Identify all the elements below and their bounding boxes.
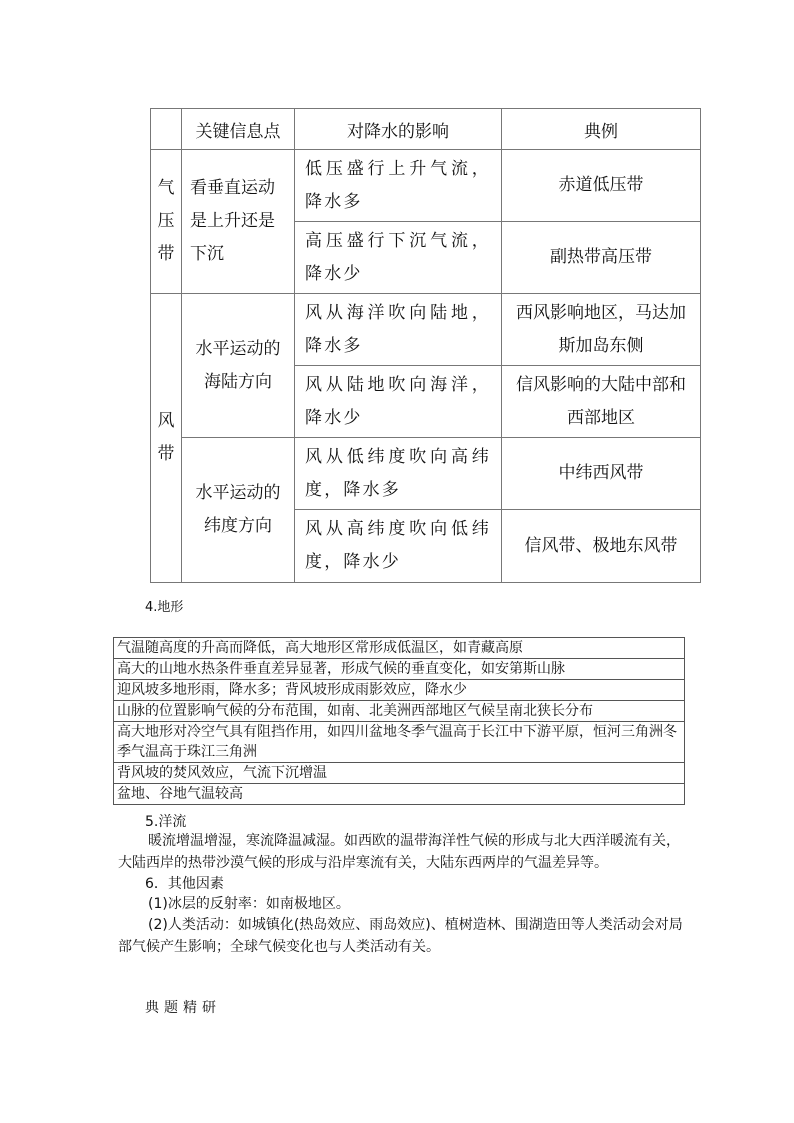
effect-cell: 风从高纬度吹向低纬度，降水少	[295, 510, 502, 583]
table-row	[114, 763, 685, 784]
header-blank	[151, 109, 182, 150]
effect-cell: 风从陆地吹向海洋，降水少	[295, 366, 502, 438]
example-cell: 中纬西风带	[502, 438, 701, 510]
table-row	[151, 294, 701, 366]
example-cell: 副热带高压带	[502, 222, 701, 294]
terrain-cell: 高大的山地水热条件垂直差异显著，形成气候的垂直变化，如安第斯山脉	[114, 659, 685, 680]
effect-cell: 高压盛行下沉气流，降水少	[295, 222, 502, 294]
table-row	[114, 722, 685, 763]
terrain-cell: 高大地形对冷空气具有阻挡作用，如四川盆地冬季气温高于长江中下游平原，恒河三角洲冬季气温高于珠江三角洲	[114, 722, 685, 763]
example-cell: 赤道低压带	[502, 150, 701, 222]
example-cell: 信风影响的大陆中部和西部地区	[502, 366, 701, 438]
table-row	[114, 784, 685, 805]
example-cell: 信风带、极地东风带	[502, 510, 701, 583]
table-row	[114, 659, 685, 680]
table-row	[151, 150, 701, 222]
category-wind-belt: 风带	[151, 294, 182, 583]
table-row	[151, 438, 701, 510]
terrain-cell: 背风坡的焚风效应，气流下沉增温	[114, 763, 685, 784]
terrain-cell: 山脉的位置影响气候的分布范围，如南、北美洲西部地区气候呈南北狭长分布	[114, 701, 685, 722]
terrain-table	[113, 637, 685, 805]
effect-cell: 风从海洋吹向陆地，降水多	[295, 294, 502, 366]
ocean-current-paragraph: 暖流增温增湿，寒流降温减湿。如西欧的温带海洋性气候的形成与北大西洋暖流有关，大陆西岸的热带沙漠气候的形成与沿岸寒流有关，大陆东西两岸的气温差异等。	[118, 833, 680, 871]
terrain-cell: 迎风坡多地形雨，降水多；背风坡形成雨影效应，降水少	[114, 680, 685, 701]
table-row	[114, 680, 685, 701]
section-heading-other-factors: 6．其他因素	[145, 876, 224, 892]
key-point-cell: 水平运动的海陆方向	[182, 294, 295, 438]
effect-cell: 低压盛行上升气流，降水多	[295, 150, 502, 222]
header-example: 典例	[502, 109, 701, 150]
other-factor-item-1: (1)冰层的反射率：如南极地区。	[148, 896, 350, 912]
terrain-cell: 气温随高度的升高而降低，高大地形区常形成低温区，如青藏高原	[114, 638, 685, 659]
key-point-cell: 水平运动的纬度方向	[182, 438, 295, 583]
section-heading-ocean-current: 5.洋流	[145, 814, 187, 830]
footer-heading: 典题精研	[145, 1000, 221, 1016]
section-heading-terrain: 4.地形	[145, 600, 184, 615]
table-row	[114, 701, 685, 722]
header-effect: 对降水的影响	[295, 109, 502, 150]
key-point-cell: 看垂直运动是上升还是下沉	[182, 150, 295, 294]
header-key-point: 关键信息点	[182, 109, 295, 150]
table-header-row	[151, 109, 701, 150]
other-factor-item-2: (2)人类活动：如城镇化(热岛效应、雨岛效应)、植树造林、围湖造田等人类活动会对局部气候产生影响；全球气候变化也与人类活动有关。	[118, 917, 683, 955]
effect-cell: 风从低纬度吹向高纬度，降水多	[295, 438, 502, 510]
example-cell: 西风影响地区，马达加斯加岛东侧	[502, 294, 701, 366]
table-row	[114, 638, 685, 659]
category-pressure-belt: 气压带	[151, 150, 182, 294]
terrain-cell: 盆地、谷地气温较高	[114, 784, 685, 805]
climate-factor-table	[150, 108, 701, 583]
